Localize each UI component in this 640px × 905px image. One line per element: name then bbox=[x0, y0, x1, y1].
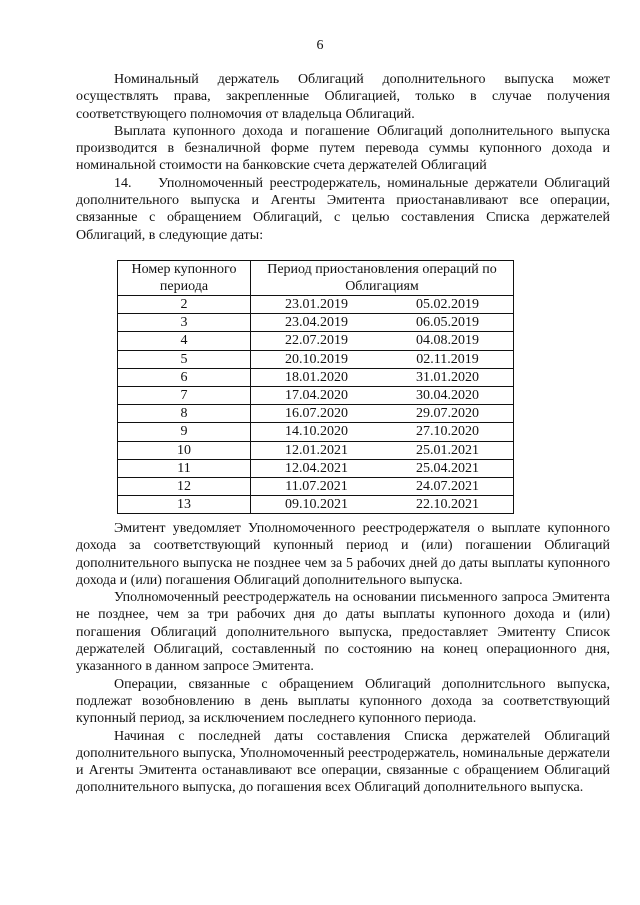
cell-coupon-number: 9 bbox=[118, 423, 251, 441]
suspension-periods-table bbox=[117, 260, 514, 514]
cell-period-start: 20.10.2019 bbox=[250, 350, 382, 368]
cell-coupon-number: 8 bbox=[118, 405, 251, 423]
table-row bbox=[118, 459, 514, 477]
table-row bbox=[118, 405, 514, 423]
paragraph-operations-resume: Операции, связанные с обращением Облигаций дополнитсльного выпуска, подлежат возобновлению в день выплаты купонного дохода за соответствующий купонный период, за исключением последнего купонного периода. bbox=[76, 676, 610, 727]
cell-coupon-number: 6 bbox=[118, 368, 251, 386]
cell-coupon-number: 3 bbox=[118, 314, 251, 332]
cell-coupon-number: 11 bbox=[118, 459, 251, 477]
table-row bbox=[118, 350, 514, 368]
paragraph-coupon-payment: Выплата купонного дохода и погашение Облигаций дополнительного выпуска производится в безналичной форме путем перевода суммы купонного дохода и номинальной стоимости на банковские счета держателей Облигаций bbox=[76, 123, 610, 174]
cell-period-end: 31.01.2020 bbox=[382, 368, 514, 386]
cell-period-end: 06.05.2019 bbox=[382, 314, 514, 332]
cell-period-start: 17.04.2020 bbox=[250, 386, 382, 404]
cell-period-end: 27.10.2020 bbox=[382, 423, 514, 441]
page-number: 6 bbox=[316, 38, 324, 53]
paragraph-item-14: 14. Уполномоченный реестродержатель, номинальные держатели Облигаций дополнительного выпуска и Агенты Эмитента приостанавливают все операции, связанные с обращением Облигаций, с целью составления Списка держателей Облигаций, в следующие даты: bbox=[76, 175, 610, 243]
cell-period-start: 11.07.2021 bbox=[250, 477, 382, 495]
cell-coupon-number: 13 bbox=[118, 496, 251, 514]
cell-period-start: 18.01.2020 bbox=[250, 368, 382, 386]
table-row bbox=[118, 314, 514, 332]
paragraph-issuer-notice: Эмитент уведомляет Уполномоченного реестродержателя о выплате купонного дохода за соответствующий купонный период и (или) погашении Облигаций дополнительного выпуска не позднее чем за 5 рабочих дней до даты выплаты купонного дохода и (или) погашения Облигаций дополнительного выпуска. bbox=[76, 521, 610, 588]
cell-period-start: 23.04.2019 bbox=[250, 314, 382, 332]
cell-period-end: 24.07.2021 bbox=[382, 477, 514, 495]
cell-coupon-number: 10 bbox=[118, 441, 251, 459]
cell-period-end: 22.10.2021 bbox=[382, 496, 514, 514]
cell-coupon-number: 4 bbox=[118, 332, 251, 350]
table-row bbox=[118, 477, 514, 495]
table-row bbox=[118, 441, 514, 459]
cell-period-end: 25.04.2021 bbox=[382, 459, 514, 477]
table-row bbox=[118, 386, 514, 404]
header-suspension-period: Период приостановления операций по Облигациям bbox=[250, 261, 513, 296]
cell-period-start: 14.10.2020 bbox=[250, 423, 382, 441]
cell-period-end: 04.08.2019 bbox=[382, 332, 514, 350]
table-row bbox=[118, 332, 514, 350]
cell-period-end: 25.01.2021 bbox=[382, 441, 514, 459]
table-row bbox=[118, 296, 514, 314]
table-row bbox=[118, 496, 514, 514]
table-row bbox=[118, 423, 514, 441]
cell-period-start: 22.07.2019 bbox=[250, 332, 382, 350]
cell-period-start: 23.01.2019 bbox=[250, 296, 382, 314]
cell-period-end: 05.02.2019 bbox=[382, 296, 514, 314]
cell-period-end: 02.11.2019 bbox=[382, 350, 514, 368]
table-header-row bbox=[118, 261, 514, 296]
text-block-bottom bbox=[76, 520, 610, 797]
cell-period-end: 29.07.2020 bbox=[382, 405, 514, 423]
cell-coupon-number: 7 bbox=[118, 386, 251, 404]
header-coupon-period: Номер купонного периода bbox=[118, 261, 251, 296]
cell-period-start: 16.07.2020 bbox=[250, 405, 382, 423]
cell-coupon-number: 5 bbox=[118, 350, 251, 368]
cell-coupon-number: 12 bbox=[118, 477, 251, 495]
cell-period-start: 09.10.2021 bbox=[250, 496, 382, 514]
text-block-top bbox=[76, 71, 610, 244]
paragraph-nominal-holder: Номинальный держатель Облигаций дополнительного выпуска может осуществлять права, закрепленные Облигацией, только в случае получения соответствующего полномочия от владельца Облигаций. bbox=[76, 72, 610, 122]
cell-period-start: 12.04.2021 bbox=[250, 459, 382, 477]
cell-period-start: 12.01.2021 bbox=[250, 441, 382, 459]
table-body bbox=[118, 296, 514, 514]
cell-coupon-number: 2 bbox=[118, 296, 251, 314]
table-row bbox=[118, 368, 514, 386]
cell-period-end: 30.04.2020 bbox=[382, 386, 514, 404]
paragraph-operations-stop: Начиная с последней даты составления Списка держателей Облигаций дополнительного выпуска, Уполномоченный реестродержатель, номинальные держатели и Агенты Эмитента останавливают все операции, связанные с обращением Облигаций дополнительного выпуска, до погашения всех Облигаций дополнительного выпуска. bbox=[76, 728, 610, 796]
paragraph-registrar-list: Уполномоченный реестродержатель на основании письменного запроса Эмитента не позднее, чем за три рабочих дня до даты выплаты купонного дохода и (или) погашения Облигаций дополнительного выпуска, предоставляет Эмитенту Список держателей Облигаций, составленный по состоянию на конец операционного дня, указанного в данном запросе Эмитента. bbox=[76, 590, 610, 675]
